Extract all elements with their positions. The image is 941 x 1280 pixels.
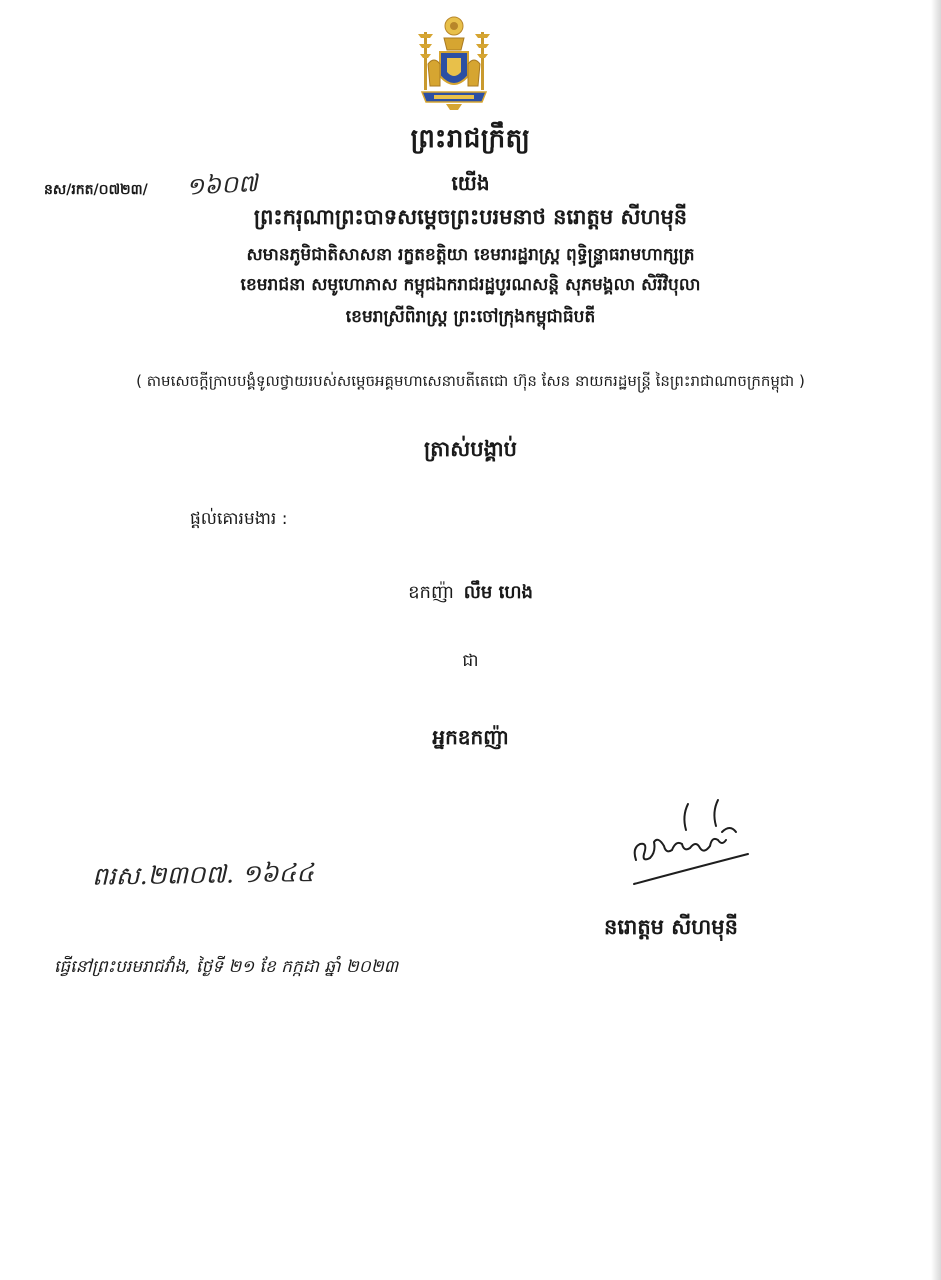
signer-name: នរោត្តម សីហមុនី <box>604 915 738 939</box>
registration-handwritten-number: ពរស.២៣០៧. ១៦៤៤ <box>91 858 315 891</box>
decree-heading: ត្រាស់បង្គាប់ <box>424 437 517 461</box>
king-title-line: ខេមរាស្រីពិរាស្ត្រ ព្រះចៅក្រុងកម្ពុជាធិបតី <box>345 307 596 327</box>
signature-icon <box>626 796 756 892</box>
recipient-line <box>0 580 941 607</box>
date-line: ធ្វើនៅព្រះបរមរាជវាំង, ថ្ងៃទី ២១ ខែ កក្កដា ឆ្នាំ ២០២៣ <box>54 957 399 977</box>
king-title-line: សមានភូមិជាតិសាសនា រក្ខតខត្តិយា ខេមរារដ្ឋរាស្ត្រ ពុទ្ធិន្ទ្រាធរាមហាក្សត្រ <box>246 245 695 265</box>
king-name-line: ព្រះករុណាព្រះបាទសម្តេចព្រះបរមនាថ នរោត្តម សីហមុនី <box>253 205 688 229</box>
document-title: ព្រះរាជក្រឹត្យ <box>410 124 531 154</box>
honorary-rank: អ្នកឧកញ៉ា <box>432 725 509 749</box>
recipient-prefix: ឧកញ៉ា <box>408 582 454 603</box>
reference-number: នស/រកត/០៧២៣/ <box>44 182 148 198</box>
reference-handwritten-number: ១៦០៧ <box>185 169 259 201</box>
recipient-name: លឹម ហេង <box>463 582 533 603</box>
award-label: ផ្តល់គោរមងារ : <box>190 509 288 529</box>
royal-coat-of-arms-icon <box>410 12 498 112</box>
royal-pronoun: យើង <box>451 171 490 195</box>
king-title-line: ខេមរាជនា សមូហោភាស កម្ពុជឯករាជរដ្ឋបូរណសន្តិ សុភមង្គលា សិរីវិបុលា <box>240 275 701 295</box>
as-word: ជា <box>462 651 479 671</box>
proposal-note: ( តាមសេចក្តីក្រាបបង្គំទូលថ្វាយរបស់សម្តេចអគ្គមហាសេនាបតីតេជោ ហ៊ុន សែន នាយករដ្ឋមន្ត្រី នៃព្រះរាជាណាចក្រកម្ពុជា ) <box>136 372 805 390</box>
